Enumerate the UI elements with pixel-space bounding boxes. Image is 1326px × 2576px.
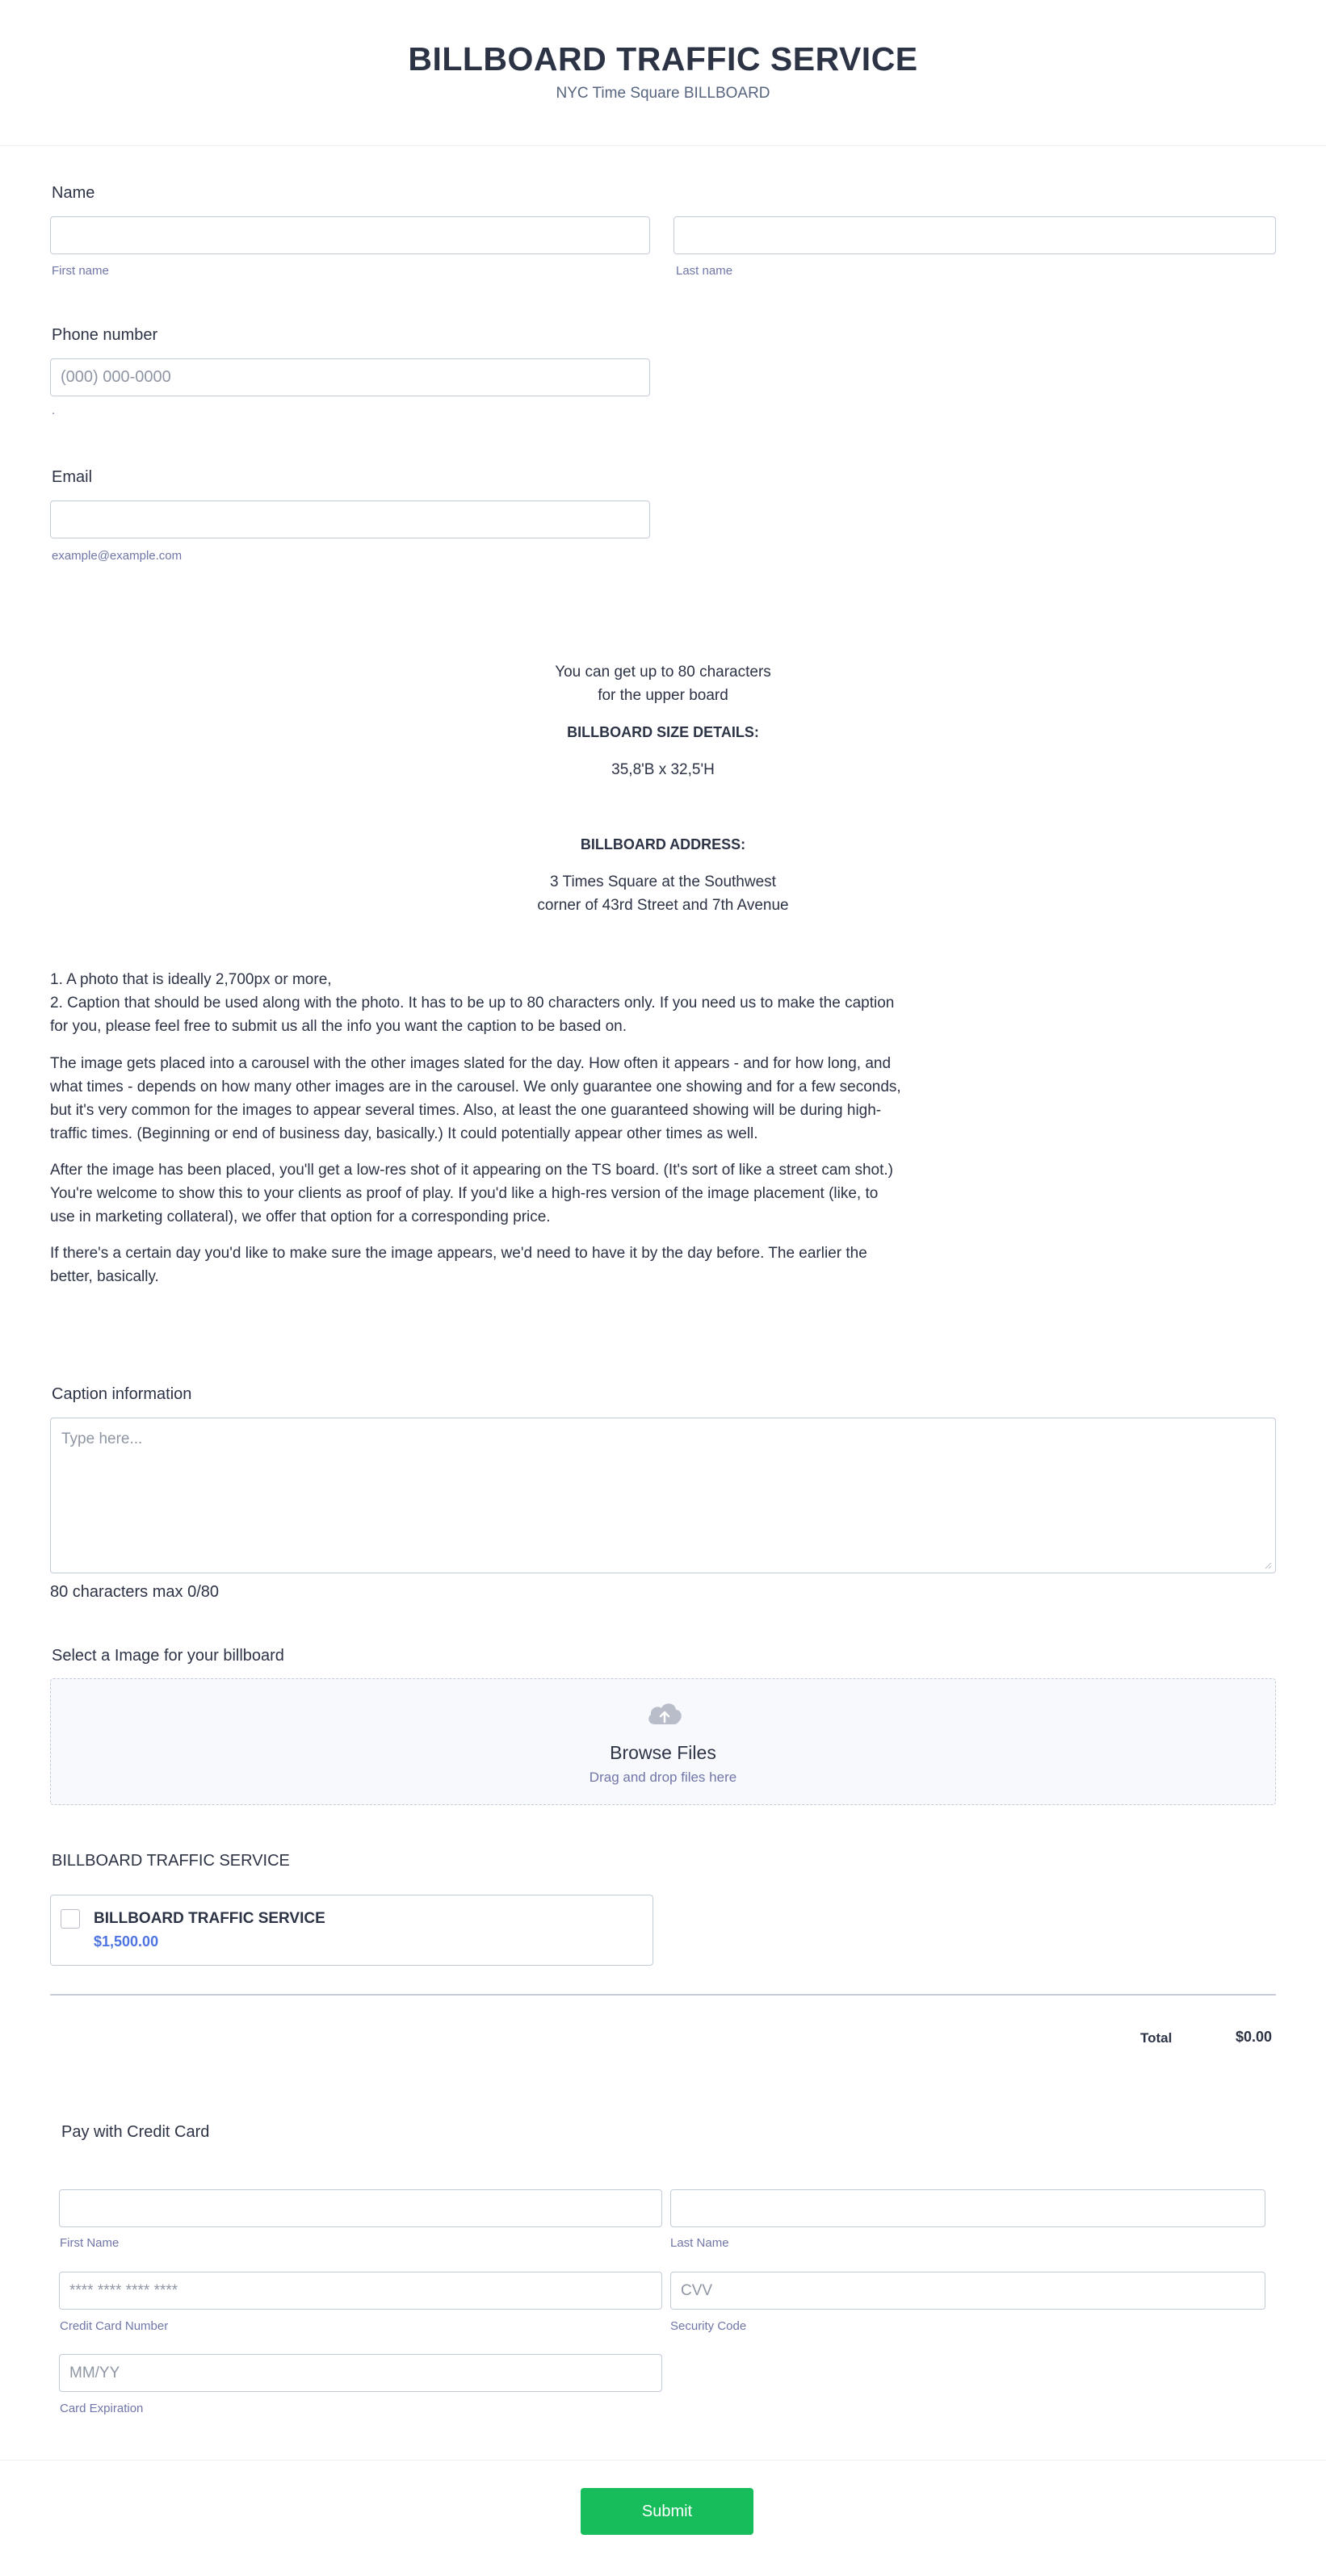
phone-input[interactable]: (000) 000-0000 bbox=[50, 358, 650, 396]
products-label: BILLBOARD TRAFFIC SERVICE bbox=[52, 1852, 290, 1870]
total-value: $0.00 bbox=[1236, 2029, 1273, 2045]
file-dropzone[interactable] bbox=[50, 1678, 1276, 1805]
form-subtitle: NYC Time Square BILLBOARD bbox=[556, 85, 770, 102]
card-expiration-sublabel: Card Expiration bbox=[60, 2402, 144, 2415]
total-label: Total bbox=[1140, 2030, 1173, 2046]
instructions-line: 1. A photo that is ideally 2,700px or more, bbox=[50, 971, 332, 988]
cloud-upload-icon bbox=[645, 1698, 684, 1728]
size-value: 35,8'B x 32,5'H bbox=[611, 761, 715, 778]
phone-sublabel: . bbox=[52, 404, 56, 417]
email-sublabel: example@example.com bbox=[52, 549, 183, 563]
card-expiration-input[interactable]: MM/YY bbox=[59, 2354, 662, 2392]
size-heading: BILLBOARD SIZE DETAILS: bbox=[567, 724, 759, 740]
browse-files-button[interactable]: Browse Files bbox=[610, 1742, 716, 1763]
cc-first-name-input[interactable] bbox=[59, 2189, 662, 2227]
payment-label: Pay with Credit Card bbox=[61, 2123, 210, 2141]
email-label: Email bbox=[52, 468, 93, 486]
last-name-input[interactable] bbox=[673, 216, 1276, 254]
caption-counter: 80 characters max 0/80 bbox=[50, 1583, 219, 1601]
caption-textarea[interactable] bbox=[50, 1418, 1276, 1573]
first-name-sublabel: First name bbox=[52, 264, 109, 278]
address-line-2: corner of 43rd Street and 7th Avenue bbox=[537, 897, 789, 914]
resize-grip-icon[interactable] bbox=[1264, 1561, 1272, 1569]
instructions-paragraph-2: The image gets placed into a carousel with the other images slated for the day. How often it appears - and for how long, and what times - depends on how many other images are in the carousel. We only guarantee one showing and for a few seconds, but it's very common for the images to appear several times. Also, at least the one guaranteed showing will be during high-traffic times. (Beginning or end of business day, basically.) It could potentially appear other times as well. bbox=[50, 1055, 901, 1142]
instructions-paragraph-4: If there's a certain day you'd like to make sure the image appears, we'd need to have it by the day before. The earlier the better, basically. bbox=[50, 1245, 867, 1285]
drop-hint: Drag and drop files here bbox=[589, 1770, 737, 1785]
cvv-input[interactable]: CVV bbox=[670, 2272, 1265, 2310]
address-line-1: 3 Times Square at the Southwest bbox=[550, 873, 776, 890]
info-line-2: for the upper board bbox=[598, 687, 728, 704]
product-price: $1,500.00 bbox=[94, 1933, 159, 1950]
phone-label: Phone number bbox=[52, 326, 158, 344]
name-label: Name bbox=[52, 184, 95, 202]
product-name: BILLBOARD TRAFFIC SERVICE bbox=[94, 1910, 325, 1927]
upload-label: Select a Image for your billboard bbox=[52, 1647, 284, 1665]
email-input[interactable] bbox=[50, 501, 650, 538]
instructions-line: 2. Caption that should be used along with the photo. It has to be up to 80 characters only. If you need us to make the caption bbox=[50, 995, 895, 1012]
form-header bbox=[0, 0, 1326, 146]
first-name-input[interactable] bbox=[50, 216, 650, 254]
address-heading: BILLBOARD ADDRESS: bbox=[580, 836, 746, 852]
cc-last-name-input[interactable] bbox=[670, 2189, 1265, 2227]
total-divider bbox=[50, 1994, 1276, 1996]
cc-last-name-sublabel: Last Name bbox=[670, 2236, 729, 2250]
instructions-paragraph-1 bbox=[50, 968, 906, 1038]
product-item[interactable] bbox=[50, 1895, 653, 1966]
cvv-sublabel: Security Code bbox=[670, 2319, 747, 2333]
cc-first-name-sublabel: First Name bbox=[60, 2236, 120, 2250]
product-checkbox[interactable] bbox=[61, 1909, 80, 1929]
caption-label: Caption information bbox=[52, 1385, 192, 1403]
last-name-sublabel: Last name bbox=[676, 264, 733, 278]
info-line-1: You can get up to 80 characters bbox=[555, 664, 771, 681]
card-number-sublabel: Credit Card Number bbox=[60, 2319, 169, 2333]
instructions-line: for you, please feel free to submit us all the info you want the caption to be based on. bbox=[50, 1018, 627, 1035]
form-title: BILLBOARD TRAFFIC SERVICE bbox=[408, 40, 918, 77]
caption-placeholder: Type here... bbox=[61, 1430, 143, 1447]
submit-button[interactable]: Submit bbox=[581, 2488, 753, 2535]
card-number-input[interactable]: **** **** **** **** bbox=[59, 2272, 662, 2310]
instructions-paragraph-3: After the image has been placed, you'll get a low-res shot of it appearing on the TS board. (It's sort of like a street cam shot.) You're welcome to show this to your clients as proof of play. If you'd like a high-res version of the image placement (like, to use in marketing collateral), we offer that option for a corresponding price. bbox=[50, 1162, 894, 1225]
